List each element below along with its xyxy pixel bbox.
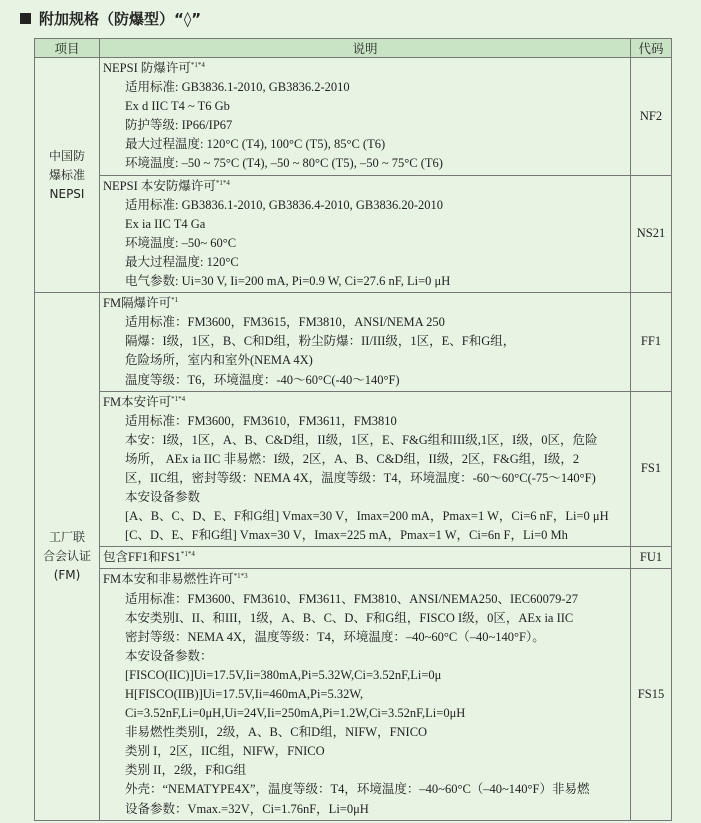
group-name-line: 合会认证	[42, 548, 91, 563]
header-desc: 说明	[100, 39, 631, 58]
footnote-mark: *1*4	[180, 550, 195, 559]
footnote-mark: *1*4	[190, 60, 205, 69]
spec-line: 类别 I，2区，IIC组，NIFW，FNICO	[125, 744, 325, 759]
spec-title	[103, 177, 627, 196]
spec-line: Ci=3.52nF,Li=0μH,Ui=24V,Ii=250mA,Pi=1.2W,Ci=3.52nF,Li=0μH	[125, 706, 466, 721]
spec-title	[103, 59, 627, 78]
group-name-cell	[35, 58, 100, 293]
spec-line: 环境温度: –50~ 60°C	[125, 235, 237, 250]
spec-line: 类别 II，2级，F和G组	[125, 763, 247, 778]
header-code: 代码	[631, 39, 672, 58]
spec-line: 本安：I级，1区，A、B、C&D组，II级，1区，E、F&G组和III级,1区，I级，0区，危险	[125, 432, 598, 447]
spec-line: 隔爆：I级，1区，B、C和D组，粉尘防爆：II/III级，1区，E、F和G组，	[125, 334, 516, 349]
table-row	[35, 391, 672, 547]
spec-line: Ex ia IIC T4 Ga	[125, 216, 206, 231]
group-name-cell	[35, 293, 100, 821]
page-title	[20, 8, 201, 29]
spec-line: 区，IIC组，密封等级：NEMA 4X，温度等级：T4，环境温度：-60～60°C(-75～140°F)	[125, 470, 596, 485]
spec-line: H[FISCO(IIB)]Ui=17.5V,Ii=460mA,Pi=5.32W,	[125, 687, 364, 701]
footnote-mark: *1*4	[171, 394, 186, 403]
spec-table	[34, 38, 672, 821]
spec-line: 本安设备参数：	[125, 648, 213, 663]
spec-title-text: FM本安和非易燃性许可	[103, 572, 234, 587]
table-body	[35, 58, 672, 821]
title-text: 附加规格（防爆型）“◊”	[39, 10, 202, 28]
square-bullet-icon	[20, 13, 31, 24]
spec-line: 防护等级: IP66/IP67	[125, 118, 233, 133]
spec-line: 本安类别I、II、和III，1级，A、B、C、D、F和G组，FISCO I级，0区，AEx ia IIC	[125, 610, 574, 625]
spec-line: 适用标准: GB3836.1-2010, GB3836.2-2010	[125, 80, 350, 95]
code-cell: FF1	[631, 293, 672, 391]
spec-line: 温度等级：T6，环境温度：-40～60°C(-40～140°F)	[125, 372, 400, 387]
description-cell	[100, 175, 631, 293]
group-name-line: (FM)	[53, 567, 81, 582]
description-cell	[100, 547, 631, 569]
spec-title	[103, 393, 627, 412]
spec-line: Ex d IIC T4 ~ T6 Gb	[125, 99, 230, 114]
spec-line: 外壳：“NEMATYPE4X”，温度等级：T4，环境温度：–40~60°C（–40~140°F）非易燃	[125, 782, 590, 797]
spec-line: 环境温度: –50 ~ 75°C (T4), –50 ~ 80°C (T5), –50 ~ 75°C (T6)	[125, 156, 443, 171]
code-cell: FU1	[631, 547, 672, 569]
footnote-mark: *1*3	[233, 572, 248, 581]
spec-title	[103, 294, 627, 313]
spec-title-text: FM隔爆许可	[103, 296, 172, 311]
spec-title-text: FM本安许可	[103, 394, 172, 409]
group-name-line: 中国防	[48, 148, 85, 163]
spec-line: 适用标准: GB3836.1-2010, GB3836.4-2010, GB3836.20-2010	[125, 197, 444, 212]
code-cell: NS21	[631, 175, 672, 293]
code-cell: NF2	[631, 58, 672, 176]
spec-title-text: NEPSI 本安防爆许可	[103, 178, 216, 193]
spec-line: 危险场所，室内和室外(NEMA 4X)	[125, 353, 313, 368]
footnote-mark: *1*4	[215, 178, 230, 187]
spec-line: 密封等级：NEMA 4X，温度等级：T4，环境温度：–40~60°C（–40~140°F）。	[125, 629, 545, 644]
description-cell	[100, 293, 631, 391]
table-row	[35, 293, 672, 391]
description-cell	[100, 58, 631, 176]
table-row	[35, 175, 672, 293]
spec-title	[103, 570, 627, 589]
description-cell	[100, 391, 631, 547]
spec-line: 最大过程温度: 120°C (T4), 100°C (T5), 85°C (T6)	[125, 137, 386, 152]
group-name-line: 爆标准	[48, 167, 85, 182]
spec-line: [A、B、C、D、E、F和G组] Vmax=30 V，Imax=200 mA，Pmax=1 W，Ci=6 nF，Li=0 μH	[125, 509, 609, 524]
spec-title	[103, 548, 627, 567]
spec-line: [C、D、E、F和G组] Vmax=30 V，Imax=225 mA，Pmax=1 W，Ci=6n F，Li=0 Mh	[125, 528, 568, 543]
header-item: 项目	[35, 39, 100, 58]
spec-line: 最大过程温度: 120°C	[125, 254, 239, 269]
spec-line: [FISCO(IIC)]Ui=17.5V,Ii=380mA,Pi=5.32W,Ci=3.52nF,Li=0μ	[125, 667, 442, 682]
table-row	[35, 569, 672, 820]
table-row	[35, 58, 672, 176]
spec-line: 非易燃性类别I，2级，A、B、C和D组，NIFW，FNICO	[125, 725, 428, 740]
spec-title-text: NEPSI 防爆许可	[103, 61, 191, 75]
spec-title-text: 包含FF1和FS1	[103, 550, 181, 565]
table-row	[35, 547, 672, 569]
code-cell: FS1	[631, 391, 672, 547]
spec-line: 适用标准：FM3600，FM3610，FM3611，FM3810	[125, 413, 397, 428]
code-cell: FS15	[631, 569, 672, 820]
spec-line: 设备参数：Vmax.=32V，Ci=1.76nF，Li=0μH	[125, 801, 369, 816]
spec-line: 适用标准：FM3600、FM3610、FM3611、FM3810、ANSI/NEMA250、IEC60079-27	[125, 591, 579, 606]
spec-line: 电气参数: Ui=30 V, Ii=200 mA, Pi=0.9 W, Ci=27.6 nF, Li=0 μH	[125, 274, 451, 289]
spec-line: 本安设备参数	[125, 490, 201, 505]
group-name-line: NEPSI	[49, 186, 85, 201]
spec-line: 适用标准：FM3600，FM3615，FM3810，ANSI/NEMA 250	[125, 315, 445, 330]
table-header-row	[35, 39, 672, 58]
group-name-line: 工厂联	[48, 529, 85, 544]
description-cell	[100, 569, 631, 820]
footnote-mark: *1	[171, 295, 179, 304]
spec-line: 场所， AEx ia IIC 非易燃：I级，2区，A、B、C&D组，II级，2区，F&G组，I级，2	[125, 451, 580, 466]
